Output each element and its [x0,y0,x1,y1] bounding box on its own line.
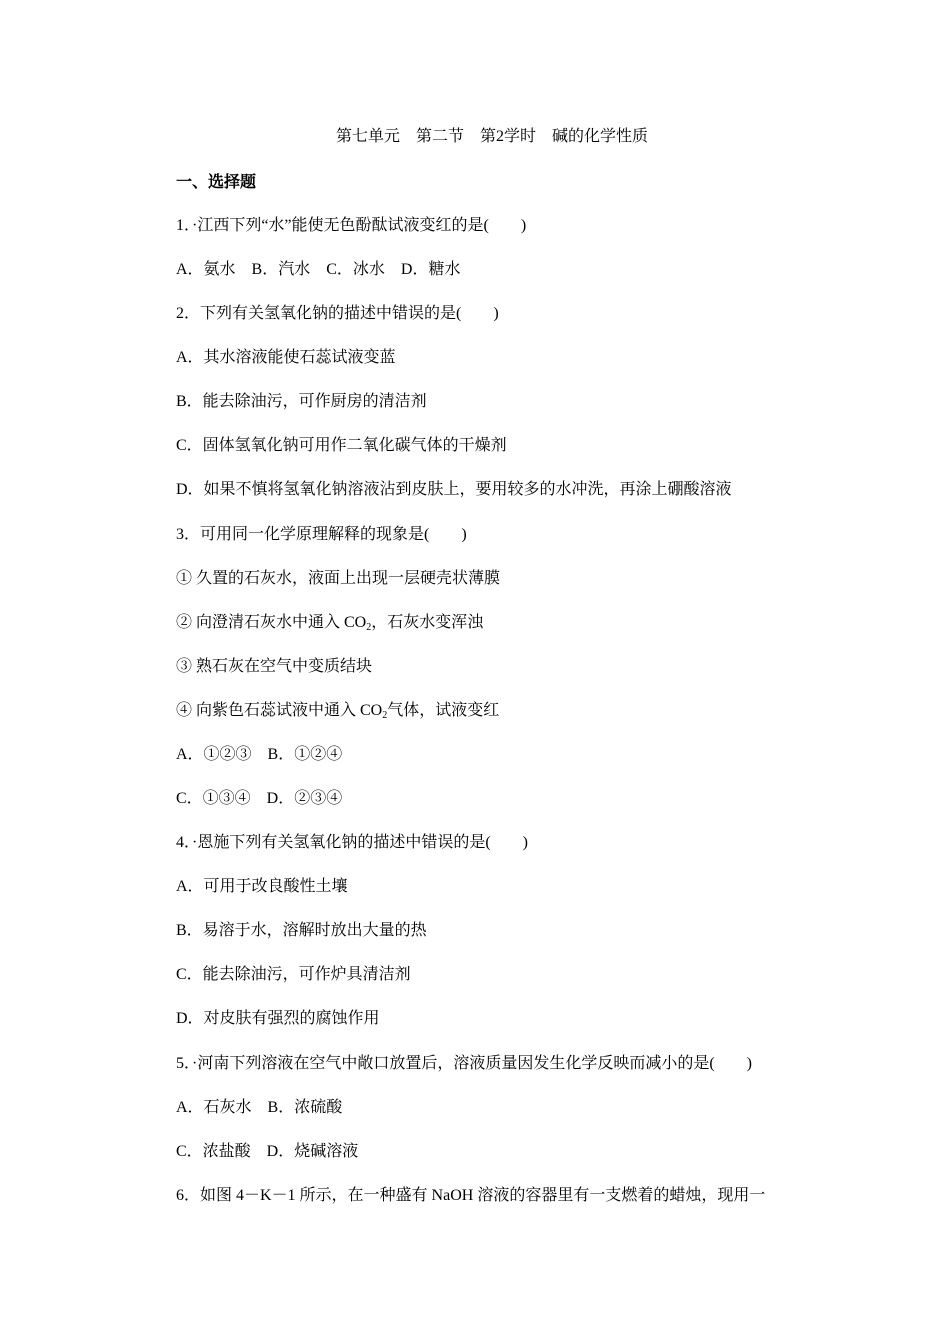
question-5: 5．·河南下列溶液在空气中敞口放置后，溶液质量因发生化学反映而减小的是( ) [176,1055,752,1072]
question-3-item-1: ① 久置的石灰水，液面上出现一层硬壳状薄膜 [176,570,501,587]
question-4-option-d: D．对皮肤有强烈的腐蚀作用 [176,1010,380,1027]
question-3-item-4-text: ④ 向紫色石蕊试液中通入 CO [176,702,383,719]
question-4-option-c: C．能去除油污，可作炉具清洁剂 [176,966,411,983]
question-3-options-cd: C．①③④ D．②③④ [176,790,343,807]
question-3-item-2 [176,612,483,634]
question-3-item-3: ③ 熟石灰在空气中变质结块 [176,658,373,675]
question-1-options: A．氨水 B．汽水 C．冰水 D．糖水 [176,261,461,278]
question-4: 4．·恩施下列有关氢氧化钠的描述中错误的是( ) [176,834,528,851]
question-5-options-ab: A．石灰水 B．浓硫酸 [176,1099,343,1116]
question-2-option-a: A．其水溶液能使石蕊试液变蓝 [176,349,396,366]
page-title: 第七单元 第二节 第2学时 碱的化学性质 [335,128,648,145]
question-6: 6．如图 4－K－1 所示，在一种盛有 NaOH 溶液的容器里有一支燃着的蜡烛，现用一 [176,1187,766,1204]
question-2-option-b: B．能去除油污，可作厨房的清洁剂 [176,393,427,410]
question-2: 2．下列有关氢氧化钠的描述中错误的是( ) [176,305,499,322]
subscript: 2 [366,622,372,633]
question-3-item-2-text: ② 向澄清石灰水中通入 CO [176,614,367,631]
question-3: 3．可用同一化学原理解释的现象是( ) [176,526,467,543]
question-3-options-ab: A．①②③ B．①②④ [176,746,343,763]
subscript: 2 [382,710,388,721]
question-5-options-cd: C．浓盐酸 D．烧碱溶液 [176,1143,359,1160]
question-3-item-2-tail: ，石灰水变浑浊 [371,614,484,631]
question-3-item-4-tail: 气体，试液变红 [387,702,500,719]
question-1: 1．·江西下列“水”能使无色酚酞试液变红的是( ) [176,217,527,234]
question-2-option-c: C．固体氢氧化钠可用作二氧化碳气体的干燥剂 [176,437,507,454]
question-4-option-b: B．易溶于水，溶解时放出大量的热 [176,922,427,939]
section-heading: 一、选择题 [176,172,257,191]
question-2-option-d: D．如果不慎将氢氧化钠溶液沾到皮肤上，要用较多的水冲洗，再涂上硼酸溶液 [176,481,732,498]
question-4-option-a: A．可用于改良酸性土壤 [176,878,348,895]
question-3-item-4 [176,700,499,722]
